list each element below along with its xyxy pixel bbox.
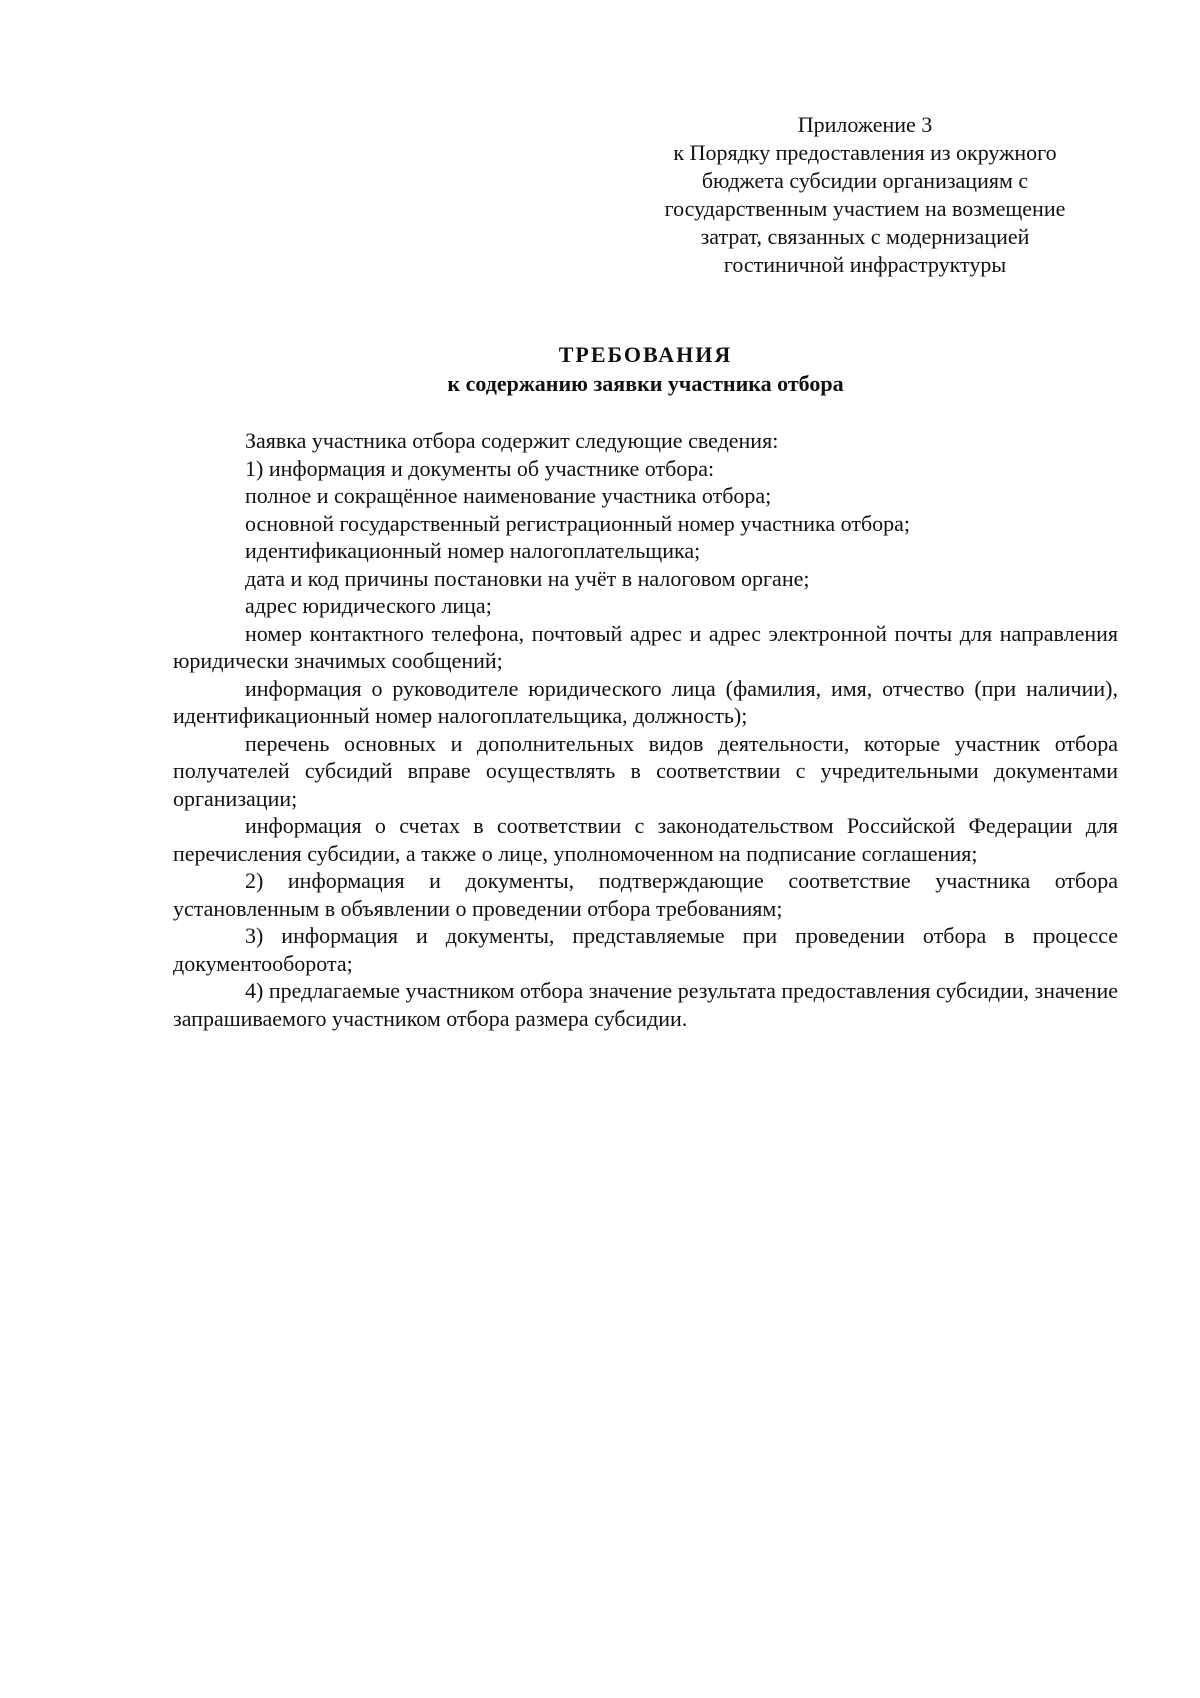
paragraph: 3) информация и документы, представляемые при проведении отбора в процессе документооборота;: [173, 923, 1118, 976]
appendix-line: Приложение 3: [797, 112, 933, 137]
paragraph: 2) информация и документы, подтверждающие соответствие участника отбора установленным в объявлении о проведении отбора требованиям;: [173, 868, 1118, 921]
paragraph: основной государственный регистрационный номер участника отбора;: [245, 510, 911, 536]
paragraph: полное и сокращённое наименование участника отбора;: [245, 483, 772, 508]
document-body: [173, 427, 1118, 1032]
paragraph: информация о руководителе юридического лица (фамилия, имя, отчество (при наличии), идентификационный номер налогоплательщика, должность);: [173, 675, 1118, 728]
document-heading: [173, 340, 1118, 398]
appendix-line: государственным участием на возмещение: [664, 196, 1066, 221]
document-subtitle: к содержанию заявки участника отбора: [447, 371, 844, 396]
paragraph: номер контактного телефона, почтовый адрес и адрес электронной почты для направления юридически значимых сообщений;: [173, 620, 1118, 673]
appendix-line: затрат, связанных с модернизацией: [700, 224, 1030, 249]
appendix-line: к Порядку предоставления из окружного: [673, 140, 1057, 165]
paragraph: дата и код причины постановки на учёт в налоговом органе;: [245, 565, 810, 591]
paragraph: идентификационный номер налогоплательщика;: [245, 538, 701, 563]
appendix-line: гостиничной инфраструктуры: [723, 252, 1007, 277]
paragraph: перечень основных и дополнительных видов деятельности, которые участник отбора получателей субсидий вправе осуществлять в соответствии с учредительными документами организации;: [173, 730, 1118, 811]
paragraph: 4) предлагаемые участником отбора значение результата предоставления субсидии, значение запрашиваемого участником отбора размера субсидии.: [173, 978, 1118, 1031]
paragraph: Заявка участника отбора содержит следующие сведения:: [245, 428, 779, 453]
paragraph: информация о счетах в соответствии с законодательством Российской Федерации для перечисления субсидии, а также о лице, уполномоченном на подписание соглашения;: [173, 813, 1118, 866]
appendix-note: [640, 111, 1090, 279]
appendix-line: бюджета субсидии организациям с: [701, 168, 1029, 193]
paragraph: 1) информация и документы об участнике отбора:: [245, 455, 715, 481]
paragraph: адрес юридического лица;: [245, 593, 492, 618]
document-title: ТРЕБОВАНИЯ: [558, 342, 733, 367]
